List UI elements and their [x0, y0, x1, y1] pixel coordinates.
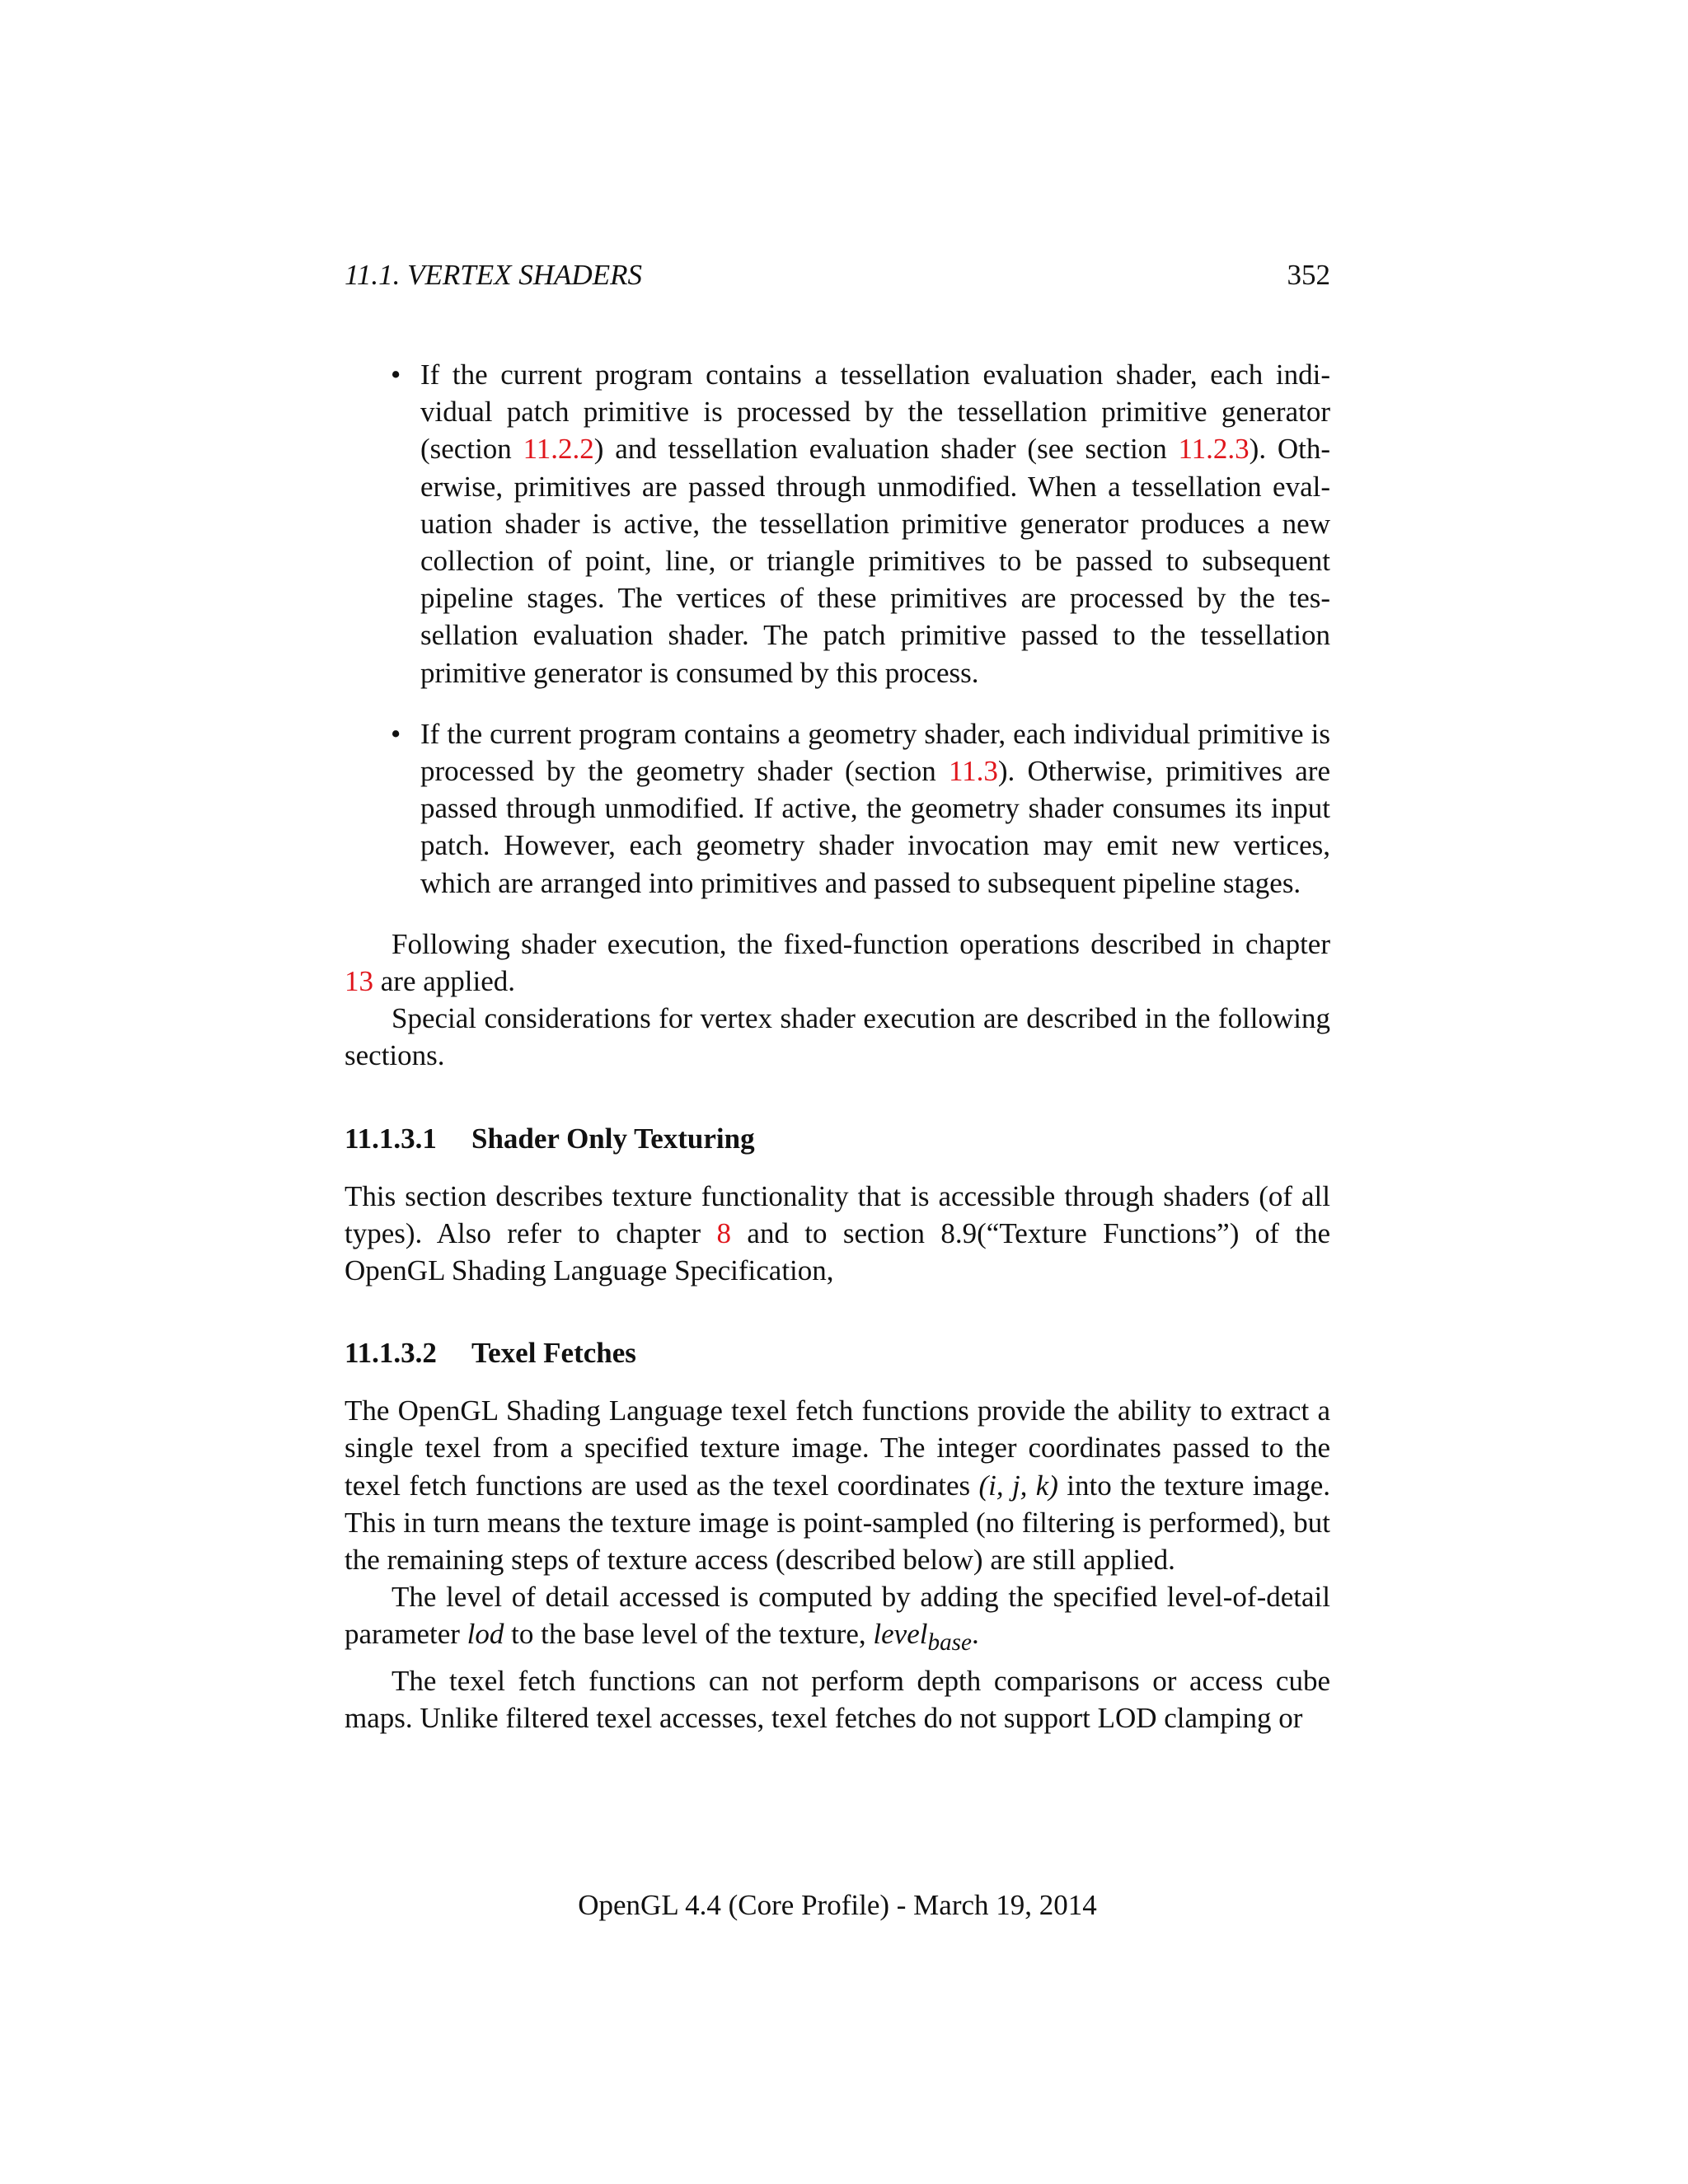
math-coordinates: (i, j, k)	[978, 1469, 1058, 1502]
section-title: Texel Fetches	[471, 1337, 636, 1370]
section-link-11-2-2[interactable]: 11.2.2	[523, 433, 594, 466]
section-title: Shader Only Texturing	[471, 1122, 755, 1155]
running-header	[345, 257, 1330, 293]
paragraph-text: are applied.	[373, 965, 515, 998]
paragraph-texel-fetch-3: The texel fetch functions can not perform depth comparisons or access cube maps. Unlike filtered texel accesses, texel fetches do not support LOD clamping or	[345, 1664, 1330, 1734]
paragraph-text: and to section 8.9(“Texture Functions”) of the OpenGL Shading Language Specification,	[345, 1216, 1330, 1287]
list-item	[345, 715, 1330, 902]
paragraph-shader-only-texturing	[345, 1178, 1330, 1290]
running-header-title: 11.1. VERTEX SHADERS	[345, 259, 642, 291]
bullet-text: If the current program contains a geometry shader, each individual primitive is processed by the geometry shader (section	[420, 717, 1330, 788]
page-body	[345, 356, 1330, 1736]
document-page	[345, 0, 1330, 2184]
bullet-text: ). Otherwise, primitives are passed through unmodified. When a tessellation evaluation shader is active, the tessellation primitive generator produces a new collection of point, line, or triangle primitives to be passed to subsequent pipeline stages. The vertices of these primitives are processed by the tessellation evaluation shader. The patch primitive passed to the tessellation primitive generator is consumed by this process.	[420, 433, 1331, 689]
paragraph-text: Following shader execution, the fixed-function operations described in chapter	[392, 927, 1330, 960]
paragraph-text: .	[971, 1618, 979, 1651]
paragraph-special: Special considerations for vertex shader execution are described in the following sections.	[345, 1002, 1330, 1072]
bullet-icon: •	[391, 359, 401, 391]
bullet-text: ) and tessellation evaluation shader (see section	[593, 433, 1179, 466]
paragraph-text: into the texture image. This in turn means the texture image is point-sampled (no filtering is performed), but the remaining steps of texture access (described below) are still applied.	[345, 1469, 1330, 1577]
paragraph-text: The level of detail accessed is computed by adding the specified level-of-detail parameter	[345, 1581, 1330, 1651]
paragraph-texel-fetch-2	[345, 1578, 1330, 1661]
section-heading-shader-only-texturing	[345, 1121, 1330, 1157]
math-level: level	[873, 1618, 928, 1651]
paragraph-text: The OpenGL Shading Language texel fetch functions provide the ability to extract a single texel from a specified texture image. The integer coordinates passed to the texel fetch functions are used as the texel coordinates	[345, 1394, 1330, 1502]
chapter-link-13[interactable]: 13	[345, 965, 373, 998]
bullet-text: ). Otherwise, primitives are passed through unmodified. If active, the geometry shader consumes its input patch. However, each geometry shader invocation may emit new vertices, which are arranged into primitives and passed to subsequent pipeline stages.	[420, 755, 1331, 899]
math-lod: lod	[467, 1618, 504, 1651]
page-footer: OpenGL 4.4 (Core Profile) - March 19, 2014	[578, 1889, 1097, 1921]
bullet-list	[345, 356, 1330, 902]
math-level-subscript: base	[927, 1629, 972, 1657]
paragraph-text: to the base level of the texture,	[504, 1618, 874, 1651]
bullet-text: If the current program contains a tessellation evaluation shader, each individual patch primitive is processed by the tessellation primitive generator (section	[420, 359, 1330, 466]
section-link-11-3[interactable]: 11.3	[948, 755, 998, 788]
section-heading-texel-fetches	[345, 1335, 1330, 1371]
paragraph-text: This section describes texture functionality that is accessible through shaders (of all types). Also refer to chapter	[345, 1179, 1330, 1249]
section-number: 11.1.3.2	[345, 1337, 437, 1370]
section-link-11-2-3[interactable]: 11.2.3	[1178, 433, 1250, 466]
paragraph-following	[345, 926, 1330, 1000]
page-number: 352	[1287, 259, 1330, 291]
chapter-link-8[interactable]: 8	[716, 1216, 732, 1249]
paragraph-texel-fetch-1	[345, 1392, 1330, 1578]
list-item	[345, 356, 1330, 691]
section-number: 11.1.3.1	[345, 1122, 437, 1155]
bullet-icon: •	[391, 717, 401, 750]
